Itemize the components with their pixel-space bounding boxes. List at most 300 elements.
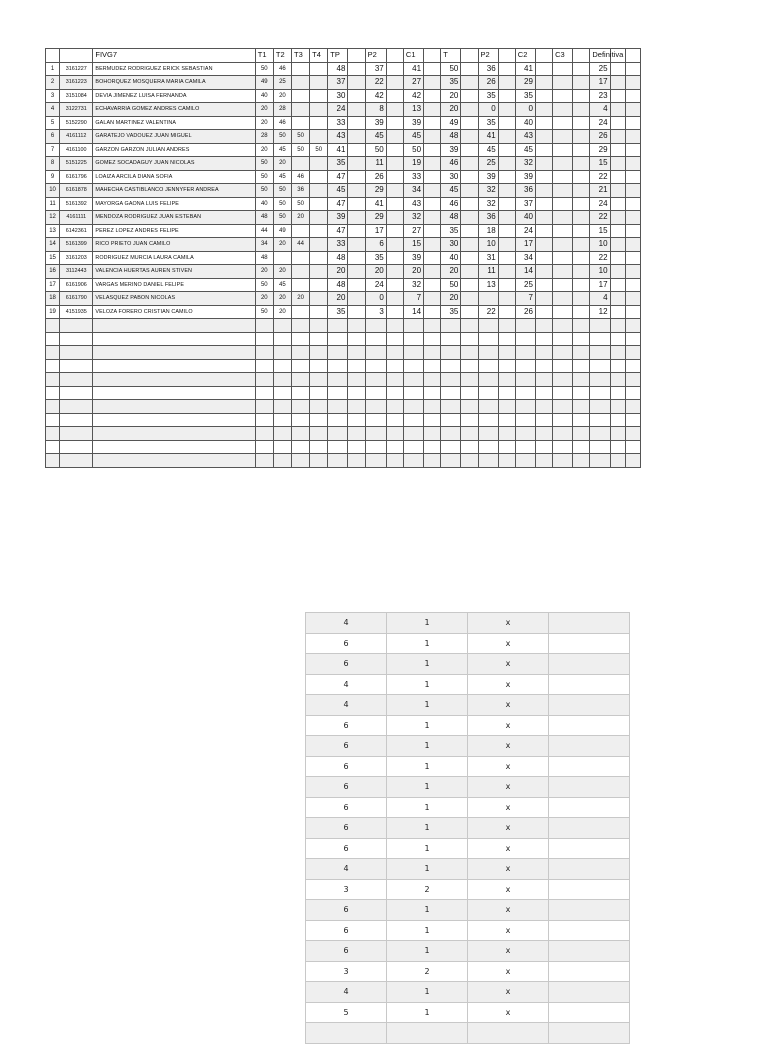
grade-cell: 34: [515, 251, 535, 265]
student-row: [46, 103, 641, 117]
grade-cell: [573, 62, 590, 76]
grade-cell: 17: [365, 224, 386, 238]
empty-cell: [424, 427, 441, 441]
grade-cell: [348, 103, 365, 117]
blank-cell: [549, 838, 630, 859]
grade-cell: 50: [255, 157, 273, 171]
grade-cell: 50: [365, 143, 386, 157]
empty-cell: [273, 332, 291, 346]
grade-cell: [386, 305, 403, 319]
row-number-cell: 9: [46, 170, 60, 184]
empty-cell: [273, 373, 291, 387]
grade-cell: 20: [441, 103, 461, 117]
grade-cell: [610, 62, 625, 76]
grade-cell: [310, 76, 328, 90]
grade-cell: [498, 292, 515, 306]
lower-row: [306, 961, 630, 982]
grade-cell: [386, 143, 403, 157]
grade-cell: 44: [255, 224, 273, 238]
grade-cell: [625, 157, 640, 171]
grade-cell: 39: [365, 116, 386, 130]
grade-cell: 26: [478, 76, 498, 90]
student-code-cell: 6142361: [60, 224, 93, 238]
t4-header: T4: [310, 49, 328, 63]
grade-cell: [625, 292, 640, 306]
grade-cell: [386, 170, 403, 184]
empty-cell: [590, 440, 610, 454]
grade-cell: 50: [441, 62, 461, 76]
empty-cell: [553, 359, 573, 373]
credits-cell: 4: [306, 982, 387, 1003]
credits-cell: 6: [306, 838, 387, 859]
empty-cell: [515, 427, 535, 441]
grade-cell: [386, 130, 403, 144]
student-code-cell: 3151084: [60, 89, 93, 103]
mark-cell: x: [468, 900, 549, 921]
credits-cell: [306, 1023, 387, 1044]
empty-cell: [310, 440, 328, 454]
blank-cell: [549, 633, 630, 654]
student-row: [46, 89, 641, 103]
empty-cell: [403, 373, 423, 387]
student-row: [46, 76, 641, 90]
grade-cell: 48: [328, 278, 348, 292]
grade-cell: 48: [441, 211, 461, 225]
empty-cell: [60, 359, 93, 373]
empty-cell: [273, 400, 291, 414]
empty-cell: [93, 346, 255, 360]
value-cell: 1: [387, 674, 468, 695]
grade-cell: [610, 224, 625, 238]
empty-cell: [515, 454, 535, 468]
grade-cell: 12: [590, 305, 610, 319]
empty-cell: [461, 440, 478, 454]
empty-cell: [386, 386, 403, 400]
student-row: [46, 170, 641, 184]
grade-cell: [610, 292, 625, 306]
grade-cell: [610, 197, 625, 211]
empty-cell: [348, 440, 365, 454]
grade-cell: 24: [590, 116, 610, 130]
grade-cell: 37: [365, 62, 386, 76]
empty-cell: [328, 319, 348, 333]
row-number-cell: 13: [46, 224, 60, 238]
grade-cell: 17: [515, 238, 535, 252]
grade-cell: 42: [403, 89, 423, 103]
grade-cell: [625, 305, 640, 319]
empty-cell: [292, 386, 310, 400]
empty-cell: [255, 332, 273, 346]
value-cell: 1: [387, 613, 468, 634]
grade-cell: [348, 76, 365, 90]
empty-cell: [498, 427, 515, 441]
blank-cell: [549, 982, 630, 1003]
empty-cell: [93, 319, 255, 333]
empty-cell: [441, 413, 461, 427]
blank-header: [424, 49, 441, 63]
empty-row: [46, 346, 641, 360]
grade-cell: 6: [365, 238, 386, 252]
grade-cell: [461, 292, 478, 306]
student-code-cell: 6161878: [60, 184, 93, 198]
grade-cell: [610, 278, 625, 292]
grade-cell: 15: [590, 224, 610, 238]
empty-cell: [441, 440, 461, 454]
mark-cell: x: [468, 838, 549, 859]
value-cell: 1: [387, 900, 468, 921]
grade-cell: [625, 184, 640, 198]
credits-cell: 6: [306, 941, 387, 962]
student-name-cell: VALENCIA HUERTAS AUREN STIVEN: [93, 265, 255, 279]
grade-cell: 39: [478, 170, 498, 184]
blank-cell: [549, 777, 630, 798]
mark-cell: x: [468, 941, 549, 962]
credits-cell: 3: [306, 961, 387, 982]
mark-cell: x: [468, 715, 549, 736]
empty-cell: [310, 386, 328, 400]
lower-row: [306, 777, 630, 798]
grade-cell: 50: [292, 130, 310, 144]
credits-cell: 6: [306, 818, 387, 839]
empty-cell: [386, 373, 403, 387]
empty-cell: [292, 400, 310, 414]
grade-cell: [348, 184, 365, 198]
grade-cell: [461, 224, 478, 238]
grade-cell: [386, 62, 403, 76]
row-number-cell: 4: [46, 103, 60, 117]
row-number-cell: 8: [46, 157, 60, 171]
empty-cell: [535, 440, 552, 454]
grade-cell: 35: [478, 89, 498, 103]
empty-cell: [46, 440, 60, 454]
student-name-cell: VARGAS MERINO DANIEL FELIPE: [93, 278, 255, 292]
grade-cell: 20: [255, 265, 273, 279]
lower-row: [306, 879, 630, 900]
grade-cell: 50: [273, 197, 291, 211]
grade-cell: 46: [273, 116, 291, 130]
empty-cell: [273, 359, 291, 373]
blank-cell: [549, 1002, 630, 1023]
blank-cell: [549, 1023, 630, 1044]
grade-cell: 31: [478, 251, 498, 265]
grade-cell: 18: [478, 224, 498, 238]
credits-cell: 6: [306, 920, 387, 941]
empty-cell: [515, 413, 535, 427]
mark-cell: x: [468, 818, 549, 839]
grade-cell: [535, 211, 552, 225]
grade-cell: [461, 89, 478, 103]
grade-cell: 22: [365, 76, 386, 90]
student-row: [46, 224, 641, 238]
student-row: [46, 143, 641, 157]
grade-cell: [310, 103, 328, 117]
lower-row: [306, 613, 630, 634]
student-code-cell: 4161112: [60, 130, 93, 144]
grade-cell: 20: [441, 89, 461, 103]
student-name-cell: GOMEZ SOCADAGUY JUAN NICOLAS: [93, 157, 255, 171]
empty-cell: [515, 386, 535, 400]
grade-cell: [625, 170, 640, 184]
student-row: [46, 238, 641, 252]
student-row: [46, 305, 641, 319]
empty-cell: [310, 413, 328, 427]
student-code-cell: 3112443: [60, 265, 93, 279]
empty-cell: [365, 319, 386, 333]
grade-cell: 20: [403, 265, 423, 279]
grade-cell: [573, 143, 590, 157]
blank-cell: [549, 654, 630, 675]
grade-cell: [461, 197, 478, 211]
empty-cell: [625, 332, 640, 346]
grade-cell: [573, 305, 590, 319]
grade-cell: 29: [590, 143, 610, 157]
grade-cell: [310, 224, 328, 238]
empty-row: [46, 332, 641, 346]
grade-cell: [553, 170, 573, 184]
empty-cell: [348, 332, 365, 346]
grade-cell: [553, 238, 573, 252]
grade-cell: [292, 305, 310, 319]
blank-cell: [549, 695, 630, 716]
student-row: [46, 130, 641, 144]
grade-cell: [348, 211, 365, 225]
empty-cell: [478, 373, 498, 387]
empty-cell: [590, 413, 610, 427]
grade-cell: [348, 62, 365, 76]
grade-cell: [498, 238, 515, 252]
grade-cell: 13: [478, 278, 498, 292]
student-code-cell: 4151935: [60, 305, 93, 319]
empty-cell: [625, 373, 640, 387]
grade-cell: [348, 170, 365, 184]
empty-cell: [60, 373, 93, 387]
empty-cell: [535, 427, 552, 441]
grade-cell: [625, 130, 640, 144]
empty-cell: [424, 373, 441, 387]
grade-cell: [610, 238, 625, 252]
empty-cell: [515, 332, 535, 346]
grade-cell: 14: [403, 305, 423, 319]
grade-cell: [553, 116, 573, 130]
credits-cell: 6: [306, 736, 387, 757]
empty-cell: [610, 319, 625, 333]
credits-cell: 6: [306, 777, 387, 798]
student-name-cell: BERMUDEZ RODRIGUEZ ERICK SEBASTIAN: [93, 62, 255, 76]
grade-cell: [461, 103, 478, 117]
empty-cell: [386, 454, 403, 468]
empty-cell: [535, 413, 552, 427]
grade-cell: 28: [273, 103, 291, 117]
grade-cell: 29: [515, 76, 535, 90]
grade-cell: 50: [255, 170, 273, 184]
grade-cell: [573, 224, 590, 238]
grade-cell: 20: [255, 143, 273, 157]
grade-cell: [348, 197, 365, 211]
empty-cell: [310, 373, 328, 387]
grade-cell: [424, 278, 441, 292]
grade-cell: 47: [328, 197, 348, 211]
empty-cell: [441, 332, 461, 346]
empty-cell: [424, 400, 441, 414]
empty-cell: [424, 440, 441, 454]
grade-cell: [535, 89, 552, 103]
grade-cell: 49: [273, 224, 291, 238]
grade-cell: [348, 305, 365, 319]
student-row: [46, 265, 641, 279]
empty-row: [46, 440, 641, 454]
grade-cell: [310, 305, 328, 319]
grade-cell: [348, 224, 365, 238]
student-row: [46, 184, 641, 198]
empty-cell: [535, 346, 552, 360]
grade-cell: 20: [328, 292, 348, 306]
grade-cell: [348, 143, 365, 157]
grade-cell: [386, 157, 403, 171]
empty-cell: [348, 319, 365, 333]
empty-cell: [498, 400, 515, 414]
mark-cell: x: [468, 920, 549, 941]
grade-cell: 20: [328, 265, 348, 279]
grade-cell: 27: [403, 76, 423, 90]
empty-cell: [553, 427, 573, 441]
grades-body: [46, 49, 641, 468]
grade-cell: 47: [328, 224, 348, 238]
grade-cell: [292, 157, 310, 171]
empty-cell: [403, 319, 423, 333]
grade-cell: [625, 224, 640, 238]
empty-cell: [348, 373, 365, 387]
empty-cell: [498, 454, 515, 468]
grade-cell: 34: [255, 238, 273, 252]
empty-cell: [461, 346, 478, 360]
grade-cell: 36: [478, 211, 498, 225]
grade-cell: 33: [328, 238, 348, 252]
empty-cell: [60, 332, 93, 346]
grade-cell: [292, 76, 310, 90]
empty-cell: [478, 386, 498, 400]
grade-cell: 25: [478, 157, 498, 171]
student-row: [46, 197, 641, 211]
grade-cell: 3: [365, 305, 386, 319]
grade-cell: [310, 157, 328, 171]
empty-cell: [535, 454, 552, 468]
grade-cell: [461, 143, 478, 157]
t3-header: T3: [292, 49, 310, 63]
lower-row: [306, 920, 630, 941]
grade-cell: 33: [403, 170, 423, 184]
empty-cell: [478, 400, 498, 414]
credits-cell: 6: [306, 633, 387, 654]
empty-cell: [610, 413, 625, 427]
empty-cell: [310, 359, 328, 373]
grade-cell: 35: [328, 305, 348, 319]
grade-cell: 48: [441, 130, 461, 144]
student-code-cell: 5161399: [60, 238, 93, 252]
grade-cell: 41: [515, 62, 535, 76]
grade-cell: 32: [478, 197, 498, 211]
empty-cell: [610, 454, 625, 468]
grade-cell: [610, 130, 625, 144]
grade-cell: [553, 184, 573, 198]
grade-cell: [610, 211, 625, 225]
grade-cell: [292, 89, 310, 103]
grade-cell: [535, 251, 552, 265]
value-cell: 1: [387, 941, 468, 962]
lower-row: [306, 859, 630, 880]
grade-cell: 20: [273, 305, 291, 319]
grade-cell: [553, 265, 573, 279]
empty-cell: [46, 319, 60, 333]
grade-cell: [573, 184, 590, 198]
empty-cell: [292, 413, 310, 427]
grade-cell: [535, 103, 552, 117]
grade-cell: 7: [515, 292, 535, 306]
empty-cell: [424, 359, 441, 373]
empty-cell: [441, 346, 461, 360]
grade-cell: 20: [365, 265, 386, 279]
grade-cell: 20: [273, 292, 291, 306]
grade-cell: [386, 265, 403, 279]
value-cell: 1: [387, 838, 468, 859]
grade-cell: [461, 251, 478, 265]
grade-cell: [348, 278, 365, 292]
student-code-cell: 4161111: [60, 211, 93, 225]
empty-cell: [60, 346, 93, 360]
empty-cell: [365, 440, 386, 454]
student-name-cell: BOHORQUEZ MOSQUERA MARIA CAMILA: [93, 76, 255, 90]
mark-cell: x: [468, 736, 549, 757]
grade-cell: 33: [328, 116, 348, 130]
empty-cell: [573, 359, 590, 373]
grade-cell: [625, 278, 640, 292]
empty-cell: [515, 359, 535, 373]
empty-cell: [386, 427, 403, 441]
empty-cell: [573, 319, 590, 333]
student-row: [46, 116, 641, 130]
value-cell: 1: [387, 920, 468, 941]
empty-cell: [60, 413, 93, 427]
empty-cell: [255, 454, 273, 468]
blank-cell: [549, 941, 630, 962]
lower-row: [306, 654, 630, 675]
empty-cell: [348, 359, 365, 373]
grade-cell: [478, 292, 498, 306]
grade-cell: 28: [255, 130, 273, 144]
grade-cell: 20: [292, 211, 310, 225]
grade-cell: 40: [441, 251, 461, 265]
student-code-cell: 6161906: [60, 278, 93, 292]
grade-cell: [535, 130, 552, 144]
grade-cell: [498, 305, 515, 319]
grade-cell: [535, 292, 552, 306]
grade-cell: 10: [590, 238, 610, 252]
grade-cell: [573, 292, 590, 306]
credits-cell: 4: [306, 674, 387, 695]
grade-cell: [625, 103, 640, 117]
grade-cell: 50: [292, 143, 310, 157]
empty-cell: [461, 332, 478, 346]
empty-cell: [310, 400, 328, 414]
empty-cell: [403, 413, 423, 427]
grade-cell: [424, 62, 441, 76]
grade-cell: [498, 265, 515, 279]
grade-cell: [386, 89, 403, 103]
grade-cell: 48: [255, 211, 273, 225]
grade-cell: [553, 197, 573, 211]
empty-cell: [610, 440, 625, 454]
empty-cell: [365, 386, 386, 400]
grade-cell: 40: [255, 89, 273, 103]
